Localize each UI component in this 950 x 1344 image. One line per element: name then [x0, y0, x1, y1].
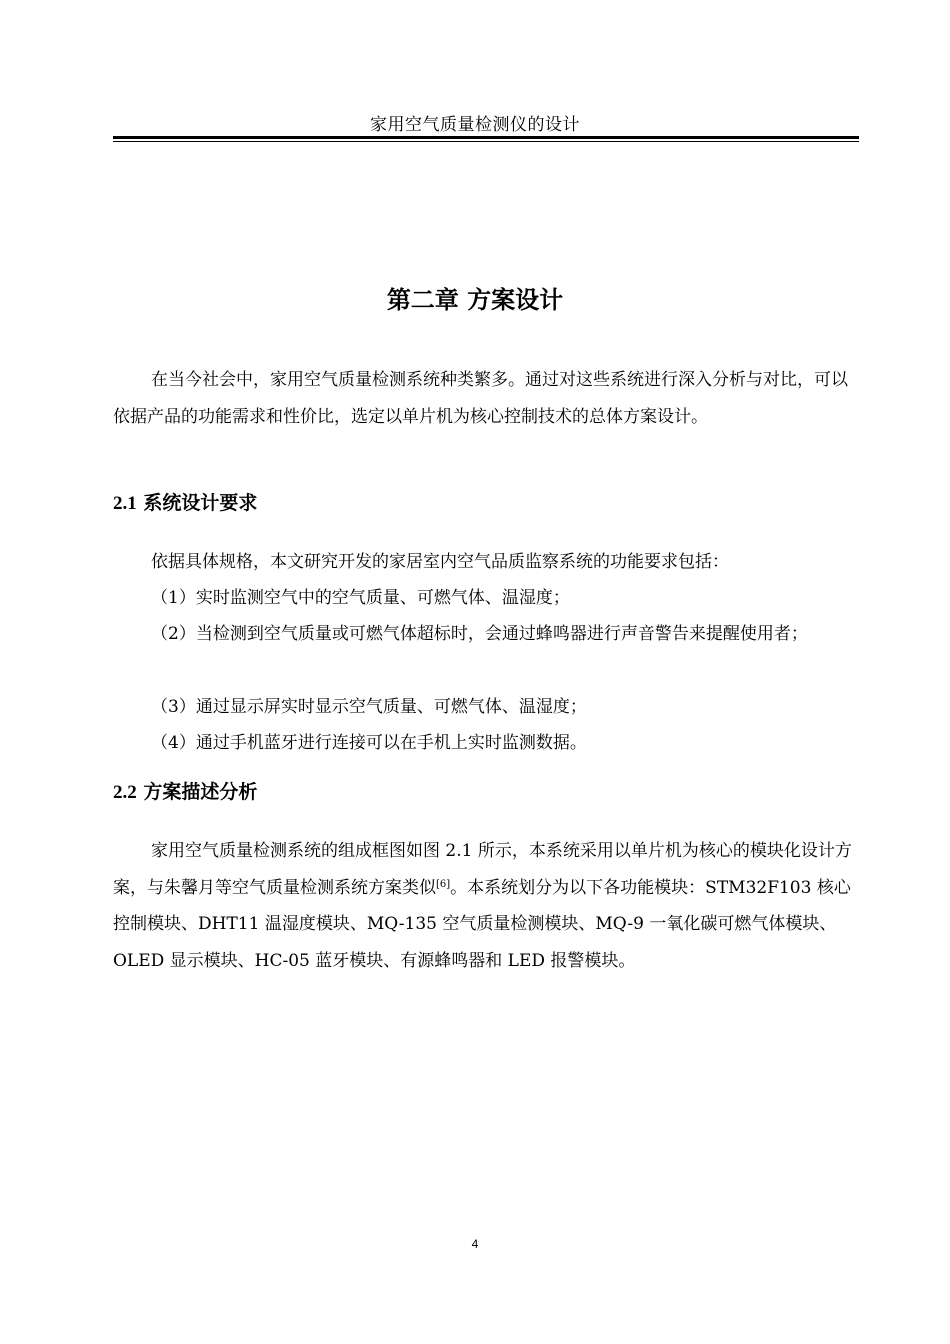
scheme-paragraph	[113, 833, 859, 979]
scheme-text-part-1: 家用空气质量检测系统的组成框图如图 2.1 所示，本系统采用以单片机为核心的模块化设计方案，与朱馨月等空气质量检测系统方案类似	[113, 841, 852, 898]
requirement-item-1: （1）实时监测空气中的空气质量、可燃气体、温湿度；	[151, 588, 570, 608]
section-number: 2.2	[113, 782, 137, 803]
section-heading-2-1	[113, 489, 859, 518]
section-title-text: 方案描述分析	[143, 781, 258, 803]
running-header: 家用空气质量检测仪的设计	[370, 115, 580, 135]
scheme-text-part-2: 。本系统划分为以下各功能模块：STM32F103 核心控制模块、DHT11 温湿度模块、MQ-135 空气质量检测模块、MQ-9 一氧化碳可燃气体模块、OLED 显示模块、HC-05 蓝牙模块、有源蜂鸣器和 LED 报警模块。	[113, 877, 851, 971]
section-title-text: 系统设计要求	[143, 492, 258, 514]
requirement-item-3: （3）通过显示屏实时显示空气质量、可燃气体、温湿度；	[151, 697, 587, 717]
header-rule-thick	[113, 136, 859, 139]
section-heading-2-2	[113, 778, 859, 807]
chapter-intro-paragraph: 在当今社会中，家用空气质量检测系统种类繁多。通过对这些系统进行深入分析与对比，可以依据产品的功能需求和性价比，选定以单片机为核心控制技术的总体方案设计。	[113, 370, 848, 427]
header-rule-thin	[113, 141, 859, 142]
citation-reference[interactable]: [6]	[436, 878, 451, 890]
section-number: 2.1	[113, 493, 137, 514]
requirement-item-2: （2）当检测到空气质量或可燃气体超标时，会通过蜂鸣器进行声音警告来提醒使用者；	[151, 624, 808, 644]
requirement-item-4: （4）通过手机蓝牙进行连接可以在手机上实时监测数据。	[151, 733, 587, 753]
requirements-intro: 依据具体规格，本文研究开发的家居室内空气品质监察系统的功能要求包括：	[151, 552, 729, 572]
page-number: 4	[471, 1237, 479, 1251]
chapter-title: 第二章 方案设计	[386, 286, 564, 314]
